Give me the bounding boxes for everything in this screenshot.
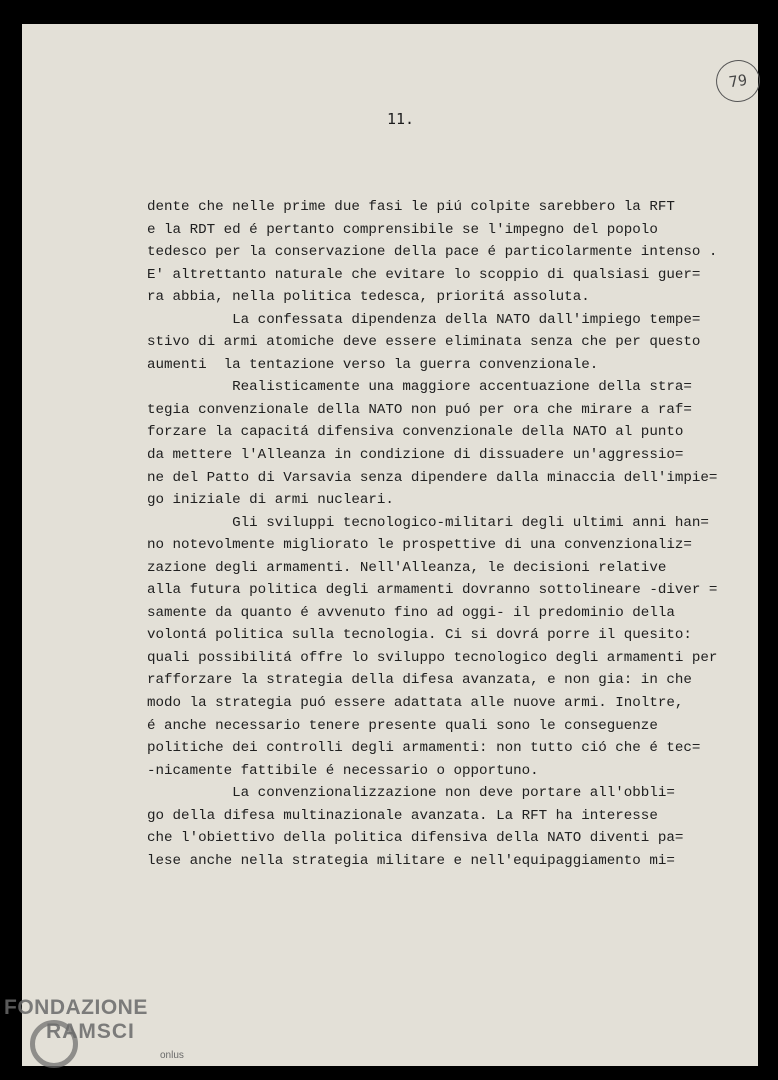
text-line: aumenti la tentazione verso la guerra convenzionale. bbox=[147, 356, 599, 373]
text-line: ra abbia, nella politica tedesca, prioritá assoluta. bbox=[147, 289, 590, 306]
text-line: dente che nelle prime due fasi le piú colpite sarebbero la RFT bbox=[147, 199, 675, 215]
page-number: 11. bbox=[387, 110, 415, 128]
text-line: E' altrettanto naturale che evitare lo scoppio di qualsiasi guer= bbox=[147, 266, 701, 283]
text-line: volontá politica sulla tecnologia. Ci si dovrá porre il quesito: bbox=[147, 627, 692, 644]
text-line: alla futura politica degli armamenti dovranno sottolineare -diver = bbox=[147, 582, 718, 599]
text-line: no notevolmente migliorato le prospettive di una convenzionaliz= bbox=[147, 537, 692, 554]
text-line: quali possibilitá offre lo sviluppo tecnologico degli armamenti per bbox=[147, 649, 718, 666]
watermark-line1: FONDAZIONE bbox=[4, 996, 148, 1019]
text-line: modo la strategia puó essere adattata alle nuove armi. Inoltre, bbox=[147, 695, 684, 712]
watermark-line3: onlus bbox=[160, 1050, 184, 1061]
text-line: tegia convenzionale della NATO non puó per ora che mirare a raf= bbox=[147, 401, 692, 418]
text-line: Realisticamente una maggiore accentuazione della stra= bbox=[147, 379, 692, 396]
text-line: stivo di armi atomiche deve essere eliminata senza che per questo bbox=[147, 334, 701, 351]
text-line: tedesco per la conservazione della pace é particolarmente intenso . bbox=[147, 244, 718, 261]
text-line: politiche dei controlli degli armamenti: non tutto ció che é tec= bbox=[147, 740, 701, 757]
text-line: ne del Patto di Varsavia senza dipendere dalla minaccia dell'impie= bbox=[147, 469, 718, 486]
archive-stamp: 79 bbox=[713, 57, 762, 105]
text-line: La confessata dipendenza della NATO dall'impiego tempe= bbox=[147, 311, 701, 328]
text-line: é anche necessario tenere presente quali sono le conseguenze bbox=[147, 717, 658, 734]
text-line: forzare la capacitá difensiva convenzionale della NATO al punto bbox=[147, 424, 684, 441]
text-line: che l'obiettivo della politica difensiva della NATO diventi pa= bbox=[147, 830, 684, 847]
body-text bbox=[147, 196, 752, 872]
watermark-line2: RAMSCI bbox=[46, 1020, 135, 1043]
text-line: lese anche nella strategia militare e nell'equipaggiamento mi= bbox=[147, 852, 675, 869]
text-line: rafforzare la strategia della difesa avanzata, e non gia: in che bbox=[147, 672, 692, 689]
text-line: da mettere l'Alleanza in condizione di dissuadere un'aggressio= bbox=[147, 447, 684, 464]
text-line: e la RDT ed é pertanto comprensibile se l'impegno del popolo bbox=[147, 221, 658, 238]
text-line: La convenzionalizzazione non deve portare all'obbli= bbox=[147, 785, 675, 802]
text-line: zazione degli armamenti. Nell'Alleanza, le decisioni relative bbox=[147, 559, 667, 576]
text-line: go della difesa multinazionale avanzata. La RFT ha interesse bbox=[147, 807, 658, 824]
text-line: -nicamente fattibile é necessario o opportuno. bbox=[147, 762, 539, 779]
text-line: samente da quanto é avvenuto fino ad oggi- il predominio della bbox=[147, 604, 675, 621]
text-line: go iniziale di armi nucleari. bbox=[147, 492, 394, 509]
text-line: Gli sviluppi tecnologico-militari degli ultimi anni han= bbox=[147, 514, 709, 531]
